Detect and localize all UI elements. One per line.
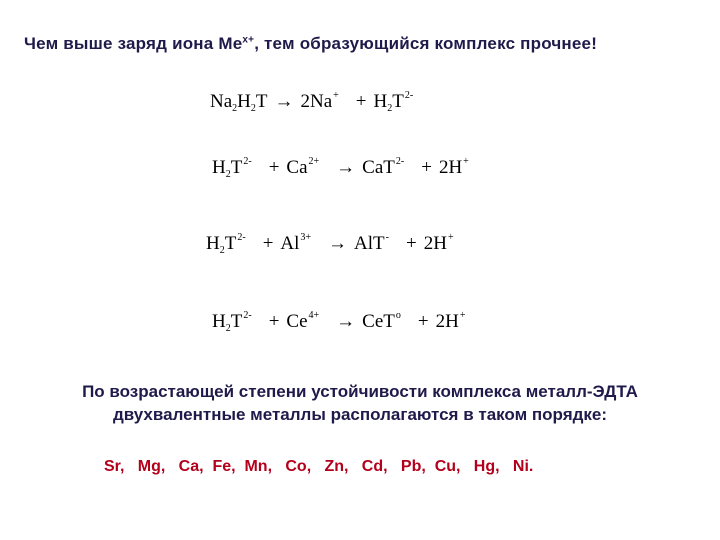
equation-subscript: 2 — [219, 245, 225, 256]
equation-subscript: 2 — [387, 103, 393, 114]
heading-text: Чем выше заряд иона Me — [24, 34, 243, 53]
equation-term: H — [373, 91, 388, 112]
equation-term: H — [212, 311, 226, 332]
equation-superscript: 2- — [395, 156, 405, 167]
equation-term: T — [224, 233, 237, 254]
heading-tail: , тем образующийся комплекс прочнее! — [254, 34, 598, 53]
equation-term: Na — [210, 91, 233, 112]
reaction-arrow: → — [328, 233, 348, 254]
equation-superscript: 3+ — [300, 232, 312, 243]
equation-superscript: 2- — [243, 310, 252, 321]
heading-charge-superscript: x+ — [242, 34, 255, 46]
equation-superscript: 2- — [243, 156, 252, 167]
equation-term: H — [237, 91, 251, 112]
equation-term: CeT — [362, 311, 395, 332]
reaction-arrow: → — [274, 91, 294, 112]
equation-subscript: 2 — [250, 103, 256, 114]
equation-term: H — [206, 233, 220, 254]
equation-term: Ca — [286, 157, 308, 178]
metal-stability-series: Sr, Mg, Ca, Fe, Mn, Co, Zn, Cd, Pb, Cu, Hg, Ni. — [104, 458, 534, 475]
equation-superscript: + — [463, 156, 469, 167]
equation-superscript: o — [395, 310, 401, 321]
equation-term: T — [255, 91, 268, 112]
equation-superscript: + — [459, 310, 466, 321]
equation-1 — [210, 90, 423, 114]
equation-superscript: 2+ — [308, 156, 320, 167]
equation-term: H — [212, 157, 226, 178]
equation-term: Al — [280, 233, 300, 254]
equation-superscript: + — [333, 90, 339, 101]
plus-operator: + — [406, 233, 417, 254]
equation-term: 2H — [423, 233, 447, 254]
page-heading — [0, 34, 720, 54]
equation-superscript: - — [385, 232, 389, 243]
equation-term: 2Na — [300, 91, 333, 112]
equation-term: T — [392, 91, 404, 112]
equation-term: 2H — [435, 311, 459, 332]
note-line-1: По возрастающей степени устойчивости комплекса металл-ЭДТА — [82, 382, 638, 401]
plus-operator: + — [268, 157, 280, 178]
equation-superscript: + — [447, 232, 454, 243]
equation-superscript: 2- — [237, 232, 246, 243]
stability-note — [0, 380, 720, 426]
note-line-2: двухвалентные металлы располагаются в таком порядке: — [112, 405, 608, 424]
equation-term: AlT — [354, 233, 385, 254]
equation-3 — [206, 232, 464, 256]
equation-term: 2H — [438, 157, 463, 178]
equation-term: Ce — [286, 311, 308, 332]
equation-4 — [212, 310, 475, 334]
plus-operator: + — [268, 311, 280, 332]
reaction-arrow: → — [336, 311, 356, 332]
plus-operator: + — [262, 233, 274, 254]
equation-term: T — [230, 311, 243, 332]
reaction-arrow: → — [336, 157, 356, 178]
equation-term: CaT — [362, 157, 395, 178]
equation-2 — [212, 156, 479, 180]
equation-superscript: 2- — [404, 90, 414, 101]
plus-operator: + — [355, 91, 367, 112]
plus-operator: + — [417, 311, 429, 332]
equation-subscript: 2 — [225, 169, 231, 180]
equation-term: T — [230, 157, 243, 178]
equation-superscript: 4+ — [308, 310, 320, 321]
equation-subscript: 2 — [225, 323, 231, 334]
equation-subscript: 2 — [232, 103, 238, 114]
plus-operator: + — [421, 157, 432, 178]
